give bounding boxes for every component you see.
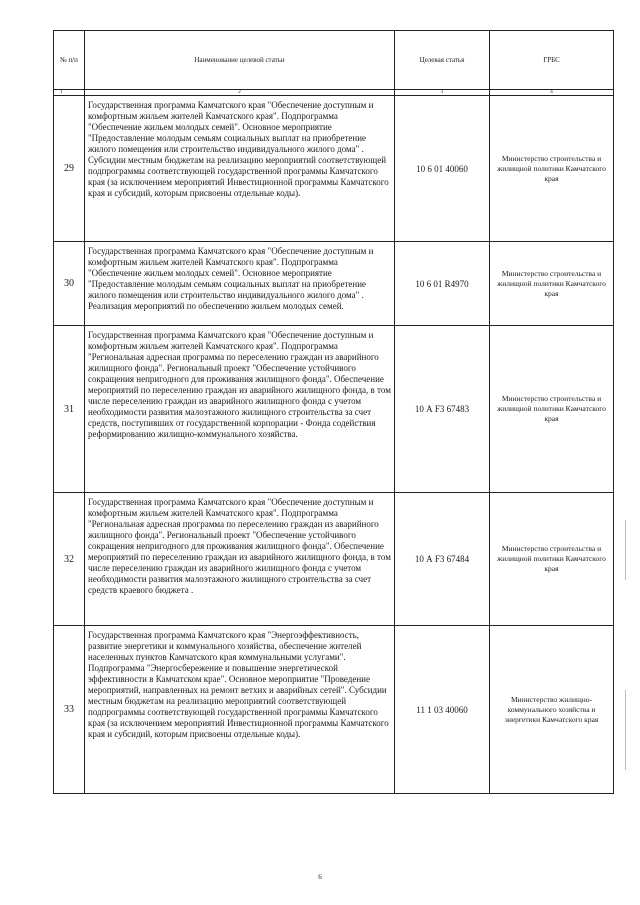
article-code: 11 1 03 40060 <box>395 626 490 794</box>
article-name: Государственная программа Камчатского края "Обеспечение доступным и комфортным жильем жителей Камчатского края". Подпрограмма "Обеспечение жильем молодых семей". Основное мероприятие "Предоставление молодым семьям социальных выплат на приобретение жилого помещения или строительство индивидуального жилого дома" . Субсидии местным бюджетам на реализацию мероприятий соответствующей подпрограммы соответствующей государственной программы Камчатского края (за исключением мероприятий Инвестиционной программы Камчатского края и субсидий, которым присвоены отдельные коды). <box>85 96 395 242</box>
article-name: Государственная программа Камчатского края "Обеспечение доступным и комфортным жильем жителей Камчатского края". Подпрограмма "Региональная адресная программа по переселению граждан из аварийного жилищного фонда". Региональный проект "Обеспечение устойчивого сокращения непригодного для проживания жилищного фонда". Обеспечение мероприятий по переселению граждан из аварийного жилищного фонда, в том числе переселению граждан из аварийного жилищного фонда с учетом необходимости развития малоэтажного жилищного строительства за счет средств, поступивших от государственной корпорации - Фонда содействия реформированию жилищно-коммунального хозяйства. <box>85 326 395 493</box>
article-code: 10 А F3 67483 <box>395 326 490 493</box>
article-name: Государственная программа Камчатского края "Энергоэффективность, развитие энергетики и коммунального хозяйства, обеспечение жителей населенных пунктов Камчатского края коммунальными услугами". Подпрограмма "Энергосбережение и повышение энергетической эффективности в Камчатском крае". Основное мероприятие "Проведение мероприятий, направленных на ремонт ветхих и аварийных сетей". Субсидии местным бюджетам на реализацию мероприятий соответствующей подпрограммы соответствующей государственной программы Камчатского края (за исключением мероприятий Инвестиционной программы Камчатского края и субсидий, которым присвоены отдельные коды). <box>85 626 395 794</box>
grbs-name: Министерство строительства и жилищной политики Камчатского края <box>490 96 614 242</box>
article-name: Государственная программа Камчатского края "Обеспечение доступным и комфортным жильем жителей Камчатского края". Подпрограмма "Обеспечение жильем молодых семей". Основное мероприятие "Предоставление молодым семьям социальных выплат на приобретение жилого помещения или строительство индивидуального жилого дома" . Реализация мероприятий по обеспечению жильем молодых семей. <box>85 242 395 326</box>
row-number: 29 <box>54 96 85 242</box>
grbs-name: Министерство строительства и жилищной политики Камчатского края <box>490 493 614 626</box>
header-grbs: ГРБС <box>490 31 614 90</box>
article-code: 10 6 01 40060 <box>395 96 490 242</box>
scan-edge-mark <box>625 520 626 580</box>
row-number: 32 <box>54 493 85 626</box>
row-number: 33 <box>54 626 85 794</box>
column-number: 4 <box>490 90 614 96</box>
article-code: 10 6 01 R4970 <box>395 242 490 326</box>
header-article-name: Наименование целевой статьи <box>85 31 395 90</box>
article-name: Государственная программа Камчатского края "Обеспечение доступным и комфортным жильем жителей Камчатского края". Подпрограмма "Региональная адресная программа по переселению граждан из аварийного жилищного фонда". Региональный проект "Обеспечение устойчивого сокращения непригодного для проживания жилищного фонда". Обеспечение мероприятий по переселению граждан из аварийного жилищного фонда, в том числе переселению граждан из аварийного жилищного фонда с учетом необходимости развития малоэтажного жилищного строительства за счет средств краевого бюджета . <box>85 493 395 626</box>
grbs-name: Министерство жилищно-коммунального хозяйства и энергетики Камчатского края <box>490 626 614 794</box>
row-number: 31 <box>54 326 85 493</box>
column-number: 1 <box>54 90 85 96</box>
table-row <box>54 626 614 794</box>
budget-classification-table <box>53 30 614 794</box>
header-article-code: Целевая статья <box>395 31 490 90</box>
row-number: 30 <box>54 242 85 326</box>
table-row <box>54 326 614 493</box>
page-number: 6 <box>318 873 322 881</box>
grbs-name: Министерство строительства и жилищной политики Камчатского края <box>490 242 614 326</box>
table-row <box>54 493 614 626</box>
table-header-row <box>54 31 614 90</box>
table-row <box>54 96 614 242</box>
column-number: 3 <box>395 90 490 96</box>
scan-edge-mark <box>625 690 626 770</box>
table-row <box>54 242 614 326</box>
grbs-name: Министерство строительства и жилищной политики Камчатского края <box>490 326 614 493</box>
header-number: № п/п <box>54 31 85 90</box>
article-code: 10 А F3 67484 <box>395 493 490 626</box>
column-number: 2 <box>85 90 395 96</box>
